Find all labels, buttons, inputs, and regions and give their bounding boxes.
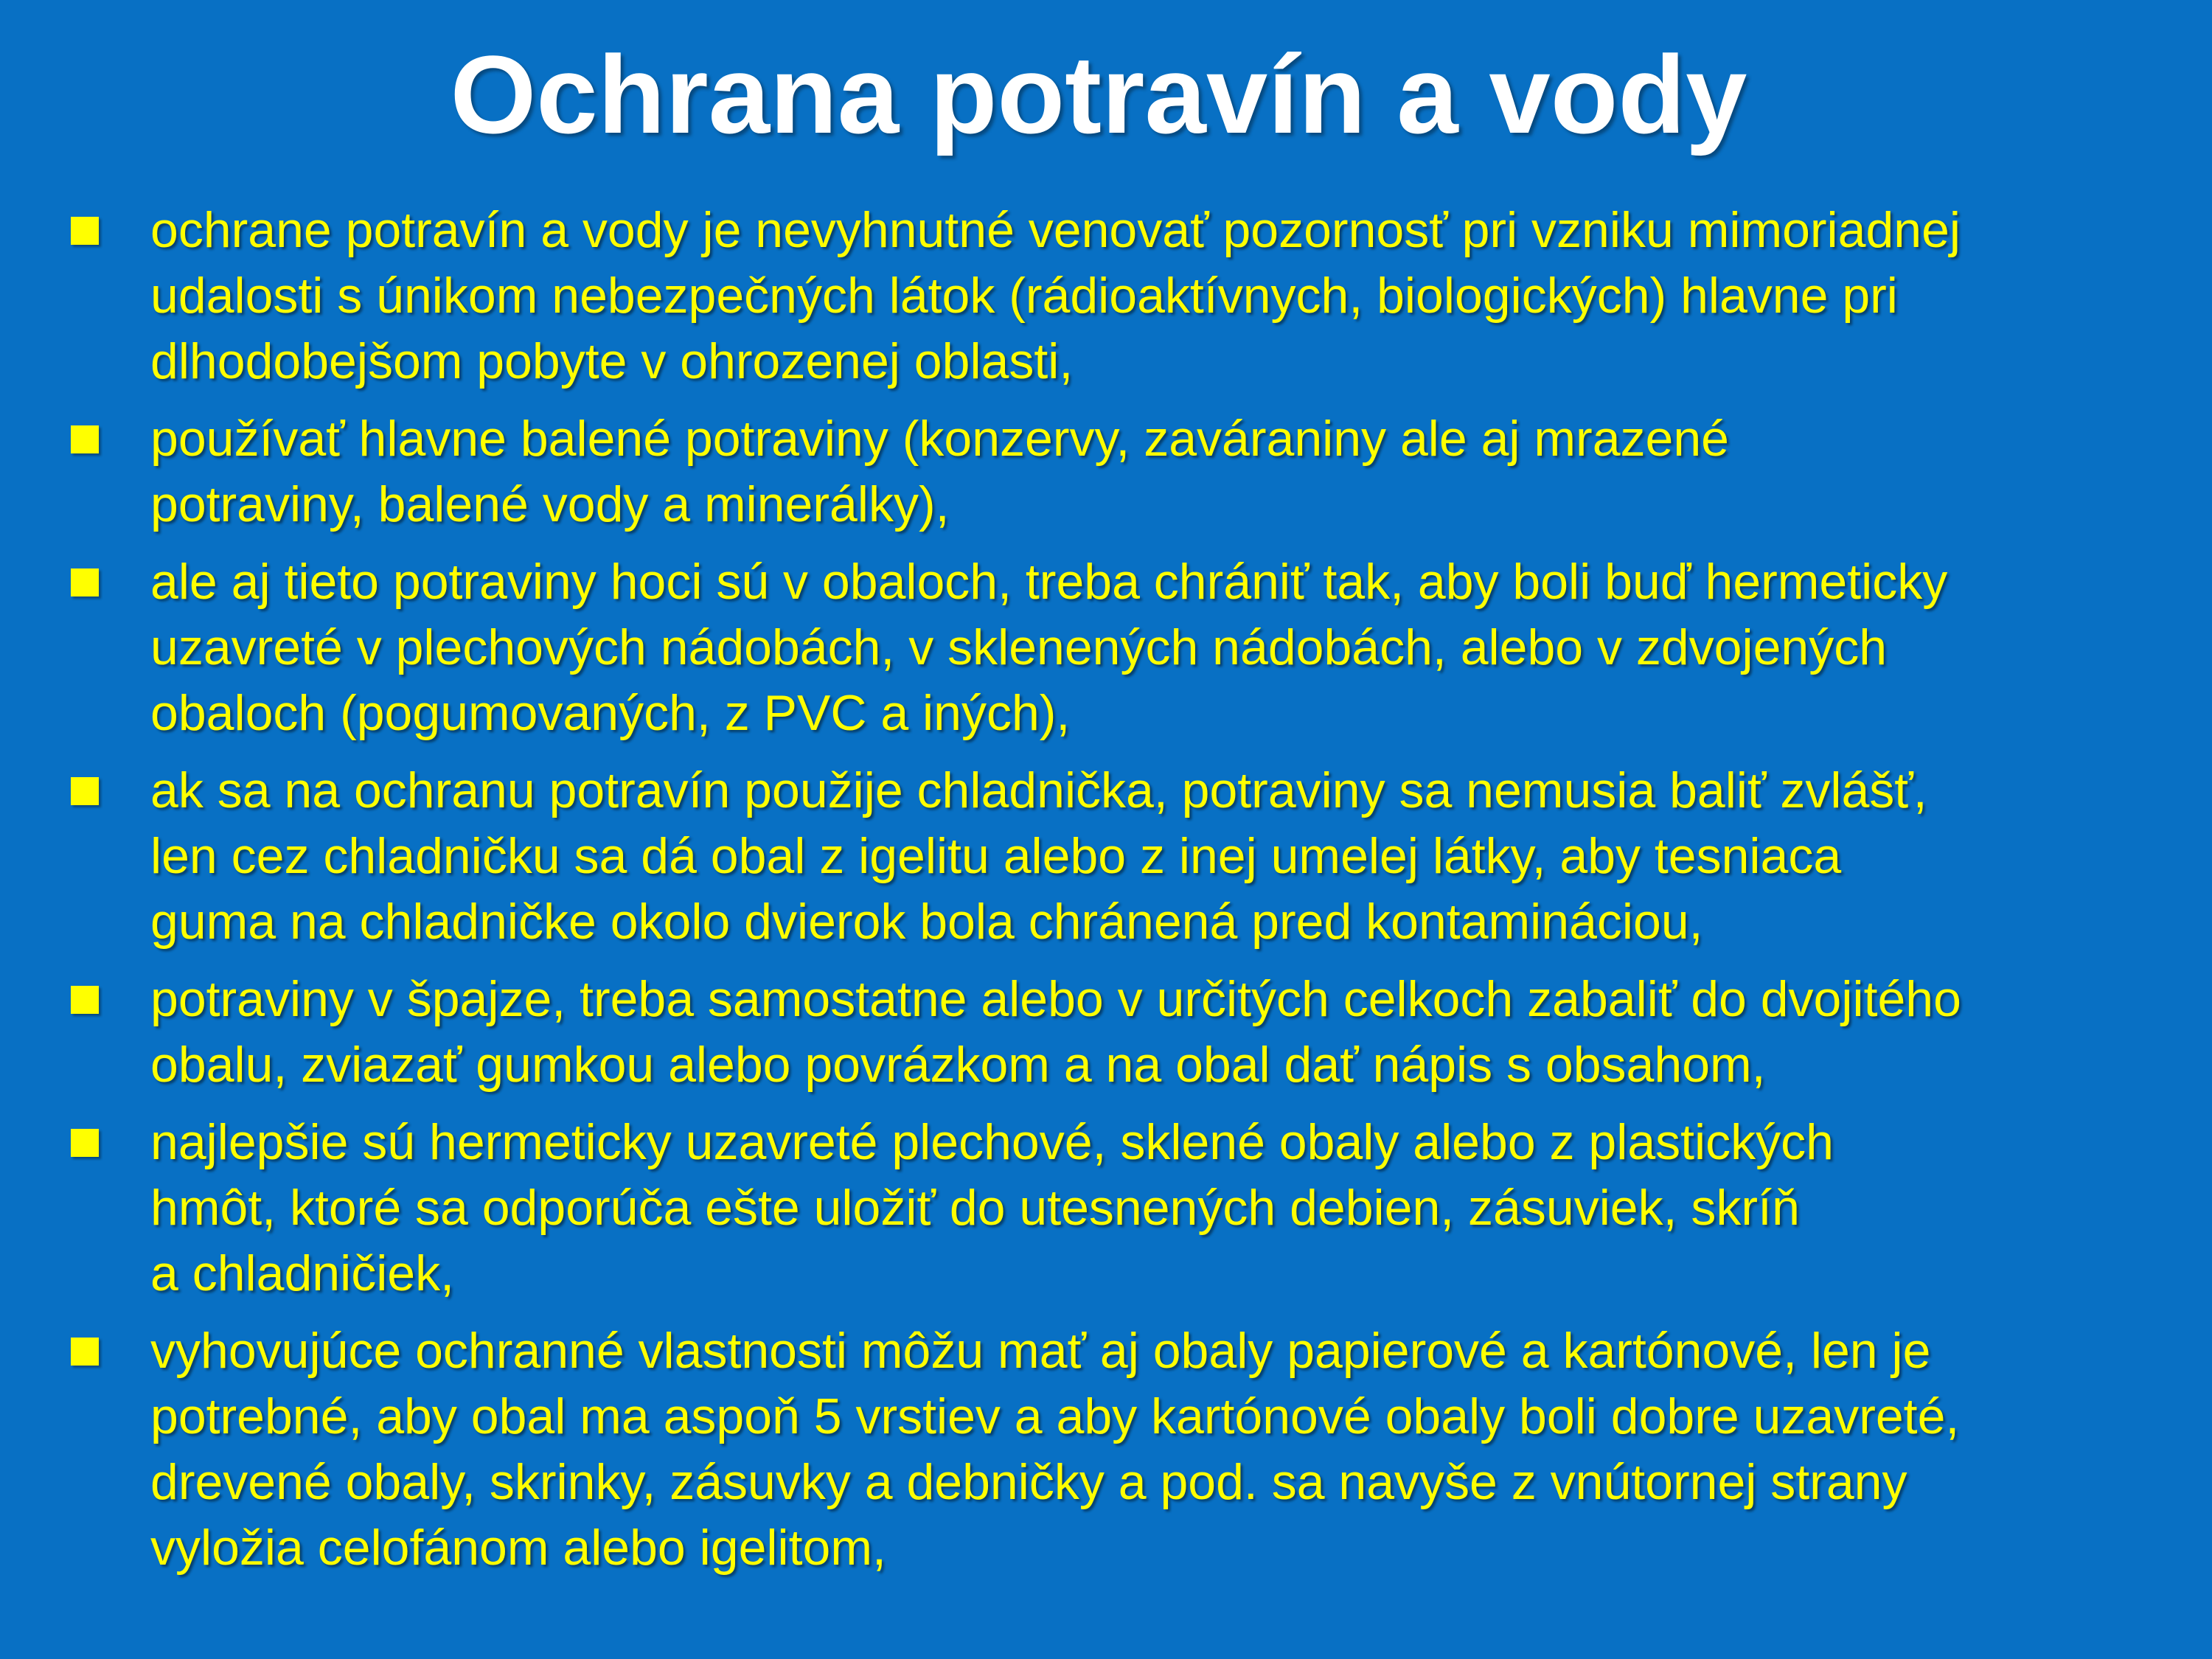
list-item	[71, 406, 2165, 538]
square-bullet-icon	[71, 1129, 99, 1157]
bullet-list	[71, 198, 2165, 1593]
list-item	[71, 1110, 2165, 1307]
bullet-text: používať hlavne balené potraviny (konzervy, zaváraniny ale aj mrazené potraviny, balené vody a minerálky),	[150, 411, 1729, 532]
square-bullet-icon	[71, 986, 99, 1014]
list-item	[71, 198, 2165, 394]
list-item	[71, 1318, 2165, 1581]
bullet-text: ale aj tieto potraviny hoci sú v obaloch, treba chrániť tak, aby boli buď hermeticky uzavreté v plechových nádobách, v sklenených nádobách, alebo v zdvojených obaloch (pogumovaných, z PVC a iných),	[150, 554, 1948, 741]
list-item	[71, 967, 2165, 1098]
slide-title: Ochrana potravín a vody	[450, 32, 1747, 156]
bullet-text: ochrane potravín a vody je nevyhnutné venovať pozornosť pri vzniku mimoriadnej udalosti s únikom nebezpečných látok (rádioaktívnych, biologických) hlavne pri dlhodobejšom pobyte v ohrozenej oblasti,	[150, 202, 1961, 389]
square-bullet-icon	[71, 568, 99, 597]
bullet-text: najlepšie sú hermeticky uzavreté plechové, sklené obaly alebo z plastických hmôt, ktoré sa odporúča ešte uložiť do utesnených debien, zásuviek, skríň a chladničiek,	[150, 1114, 1834, 1301]
square-bullet-icon	[71, 777, 99, 805]
bullet-text: ak sa na ochranu potravín použije chladnička, potraviny sa nemusia baliť zvlášť, len cez chladničku sa dá obal z igelitu alebo z inej umelej látky, aby tesniaca guma na chladničke okolo dvierok bola chránená pred kontamináciou,	[150, 762, 1927, 950]
bullet-text: potraviny v špajze, treba samostatne alebo v určitých celkoch zabaliť do dvojitého obalu, zviazať gumkou alebo povrázkom a na obal dať nápis s obsahom,	[150, 971, 1961, 1093]
square-bullet-icon	[71, 425, 99, 453]
square-bullet-icon	[71, 217, 99, 245]
list-item	[71, 549, 2165, 746]
list-item	[71, 758, 2165, 955]
bullet-text: vyhovujúce ochranné vlastnosti môžu mať aj obaly papierové a kartónové, len je potrebné, aby obal ma aspoň 5 vrstiev a aby kartónové obaly boli dobre uzavreté, drevené obaly, skrinky, zásuvky a debničky a pod. sa navyše z vnútornej strany vyložia celofánom alebo igelitom,	[150, 1323, 1960, 1576]
square-bullet-icon	[71, 1338, 99, 1366]
